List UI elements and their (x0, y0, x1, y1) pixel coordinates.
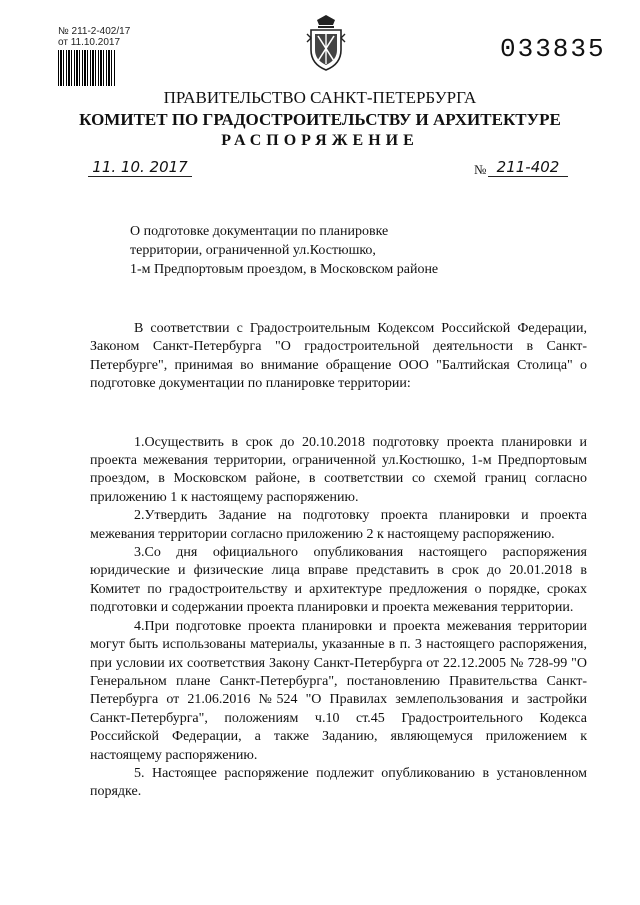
number-label: № (474, 162, 487, 177)
registration-stamp (58, 26, 131, 48)
government-title: ПРАВИТЕЛЬСТВО САНКТ-ПЕТЕРБУРГА (163, 88, 477, 107)
handwritten-number: 211-402 (488, 158, 568, 177)
order-item-2: 2.Утвердить Задание на подготовку проекта планировки и проекта межевания территории согласно приложению 2 к настоящему распоряжению. (90, 508, 587, 542)
stamp-date: от 11.10.2017 (58, 37, 121, 48)
subject-line: территории, ограниченной ул.Костюшко, (130, 243, 376, 258)
order-item-1: 1.Осуществить в срок до 20.10.2018 подготовку проекта планировки и проекта межевания территории, ограниченной ул.Костюшко, 1-м Предпортовым проездом, в Московском районе, в соответствии со схемой границ согласно приложению 1 к настоящему распоряжению. (90, 434, 587, 505)
subject-line: 1-м Предпортовым проездом, в Московском районе (130, 262, 439, 277)
subject-line: О подготовке документации по планировке (130, 224, 389, 239)
document-type-title: РАСПОРЯЖЕНИЕ (221, 132, 419, 149)
document-serial-number: 033835 (500, 34, 606, 64)
order-item-5: 5. Настоящее распоряжение подлежит опубликованию в установленном порядке. (90, 765, 587, 800)
subject-block (130, 222, 490, 279)
order-item-3: 3.Со дня официального опубликования настоящего распоряжения юридические и физические лица вправе представить в срок до 20.01.2018 в Комитет по градостроительству и архитектуре предложения о порядке, сроках подготовки и содержании проекта планировки и проекта межевания территории. (90, 545, 587, 616)
preamble-paragraph: В соответствии с Градостроительным Кодексом Российской Федерации, Законом Санкт-Петербурга "О градостроительной деятельности в Санкт-Петербурге", принимая во внимание обращение ООО "Балтийская Столица" о подготовке документации по планировке территории: (90, 321, 587, 392)
document-body (90, 320, 587, 802)
barcode-icon (58, 50, 116, 86)
committee-title: КОМИТЕТ ПО ГРАДОСТРОИТЕЛЬСТВУ И АРХИТЕКТУРЕ (79, 110, 561, 129)
handwritten-date: 11. 10. 2017 (88, 158, 192, 177)
order-item-4: 4.При подготовке проекта планировки и проекта межевания территории могут быть использованы материалы, указанные в п. 3 настоящего распоряжения, при условии их соответствия Закону Санкт-Петербурга от 22.12.2005 № 728-99 "О Генеральном плане Санкт-Петербурга", постановлению Правительства Санкт-Петербурга от 21.06.2016 №524 "О Правилах землепользования и застройки Санкт-Петербурга", положениям ч.10 ст.45 Градостроительного Кодекса Российской Федерации, а также Заданию, являющемуся приложением к настоящему распоряжению. (90, 618, 587, 763)
st-petersburg-coat-of-arms-icon (303, 14, 349, 72)
stamp-number: № 211-2-402/17 (58, 26, 131, 37)
